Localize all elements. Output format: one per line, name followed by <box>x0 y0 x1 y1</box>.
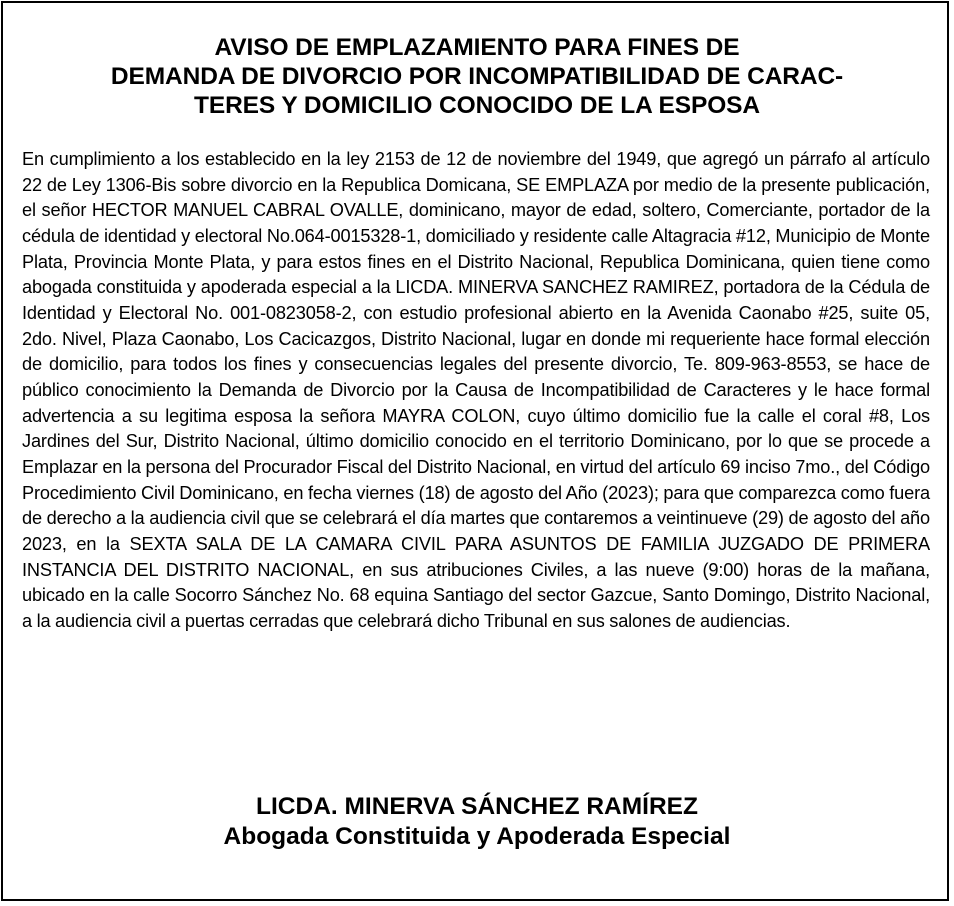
title-line-2: DEMANDA DE DIVORCIO POR INCOMPATIBILIDAD DE CARAC- <box>110 63 844 90</box>
signature-name: LICDA. MINERVA SÁNCHEZ RAMÍREZ <box>256 793 698 820</box>
signature-block <box>3 792 951 852</box>
notice-body: En cumplimiento a los establecido en la ley 2153 de 12 de noviembre del 1949, que agregó un párrafo al artículo 22 de Ley 1306-Bis sobre divorcio en la Republica Domicana, SE EMPLAZA por medio de la presente publicación, el señor HECTOR MANUEL CABRAL OVALLE, dominicano, mayor de edad, soltero, Comerciante, portador de la cédula de identidad y electoral No.064-0015328-1, domiciliado y residente calle Altagracia #12, Municipio de Monte Plata, Provincia Monte Plata, y para estos fines en el Distrito Nacional, Republica Dominicana, quien tiene como abogada constituida y apoderada especial a la LICDA. MINERVA SANCHEZ RAMIREZ, portadora de la Cédula de Identidad y Electoral No. 001-0823058-2, con estudio profesional abierto en la Avenida Caonabo #25, suite 05, 2do. Nivel, Plaza Caonabo, Los Cacicazgos, Distrito Nacional, lugar en donde mi requeriente hace formal elección de domicilio, para todos los fines y consecuencias legales del presente divorcio, Te. 809-963-8553, se hace de público conocimiento la Demanda de Divorcio por la Causa de Incompatibilidad de Caracteres y le hace formal advertencia a su legitima esposa la señora MAYRA COLON, cuyo último domicilio fue la calle el coral #8, Los Jardines del Sur, Distrito Nacional, último domicilio conocido en el territorio Dominicano, por lo que se procede a Emplazar en la persona del Procurador Fiscal del Distrito Nacional, en virtud del artículo 69 inciso 7mo., del Código Procedimiento Civil Dominicano, en fecha viernes (18) de agosto del Año (2023); para que comparezca como fuera de derecho a la audiencia civil que se celebrará el día martes que contaremos a veintinueve (29) de agosto del año 2023, en la SEXTA SALA DE LA CAMARA CIVIL PARA ASUNTOS DE FAMILIA JUZGADO DE PRIMERA INSTANCIA DEL DISTRITO NACIONAL, en sus atribuciones Civiles, a las nueve (9:00) horas de la mañana, ubicado en la calle Socorro Sánchez No. 68 equina Santiago del sector Gazcue, Santo Domingo, Distrito Nacional, a la audiencia civil a puertas cerradas que celebrará dicho Tribunal en sus salones de audiencias. <box>22 149 930 631</box>
notice-frame <box>1 1 949 901</box>
notice-title <box>3 33 951 120</box>
signature-role: Abogada Constituida y Apoderada Especial <box>223 823 731 850</box>
title-line-3: TERES Y DOMICILIO CONOCIDO DE LA ESPOSA <box>193 92 761 119</box>
title-line-1: AVISO DE EMPLAZAMIENTO PARA FINES DE <box>214 34 740 61</box>
